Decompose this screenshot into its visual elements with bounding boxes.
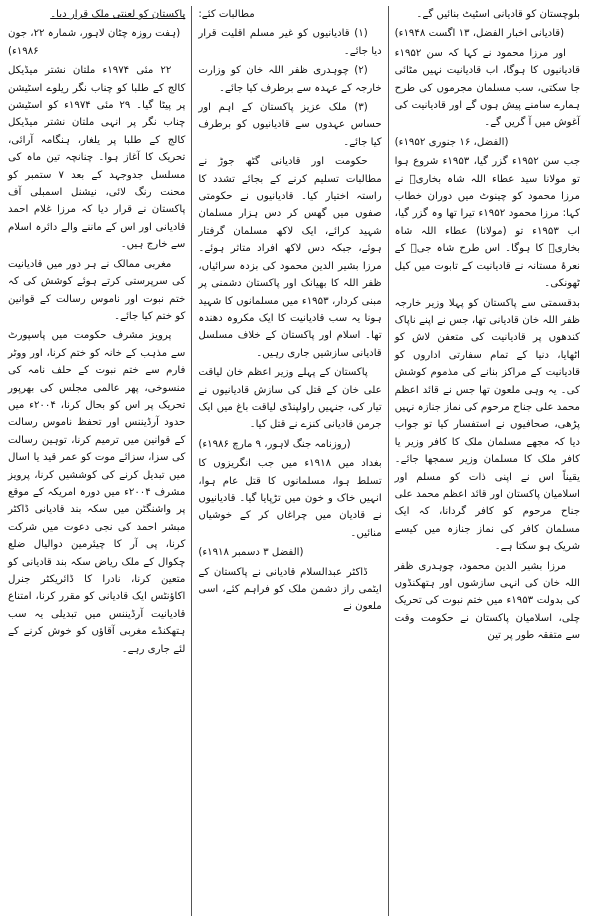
paragraph: پاکستان کو لعنتی ملک قرار دیا۔	[50, 9, 186, 20]
section-heading: مطالبات کئے:	[198, 9, 255, 20]
paragraph: بغداد میں ۱۹۱۸ء میں جب انگریزوں کا تسلط ہوا، مسلمانوں کا قتل عام ہوا، انہیں خاک و خون میں تڑپایا گیا۔ قادیانیوں نے قادیان میں چراغاں کر کے خوشیاں منائیں۔	[198, 458, 382, 539]
paragraph: جب سن ۱۹۵۲ء گزر گیا، ۱۹۵۳ء شروع ہوا تو مولانا سید عطاء اللہ شاہ بخاریؒ نے مرزا محمود کو چینوٹ میں دوران خطاب کہا: مرزا محمود ۱۹۵۲ء تیرا تھا وہ گزر گیا، اب ۱۹۵۳ء تو (مولانا) عطاء اللہ شاہ بخاریؒ کا ہوگا۔ اس طرح شاہ جیؒ کے نعرۂ مستانہ نے قادیانیت کے تابوت میں کیل ٹھونکی۔	[394, 156, 581, 290]
paragraph: اور مرزا محمود نے کہا کہ سن ۱۹۵۲ء قادیانیوں کا ہوگا، اب قادیانیت نہیں مٹائی جا سکتی، سب مسلمان مجرموں کی طرح ہمارے سامنے پیش ہوں گے اور قادیانیت کی آغوش میں آ گریں گے۔	[394, 47, 580, 129]
paragraph: پاکستان کے پہلے وزیر اعظم خان لیاقت علی خان کے قتل کی سازش قادیانیوں نے تیار کی، جنہیں راولپنڈی لیاقت باغ میں ایک جرمن قادیانی کنزے نے قتل کیا۔	[198, 367, 382, 431]
paragraph: ۲۲ مئی ۱۹۷۴ء ملتان نشتر میڈیکل کالج کے طلبا کو چناب نگر ریلوے اسٹیشن پر پیٹا گیا۔ ۲۹ مئی ۱۹۷۴ء کو اسٹیشن چناب نگر پر انہی ملتان نشتر میڈیکل کالج کے طلبا پر یلغار، ہنگامہ آرائی، تحریک کا آغاز ہوا۔ چنانچہ تین ماہ کی مسلسل جدوجہد کے بعد ۷ ستمبر کو محنت رنگ لائی، نیشنل اسمبلی آف پاکستان نے قرار دیا کہ مرزا غلام احمد قادیانی اور اس کے ماننے والے دائرہ اسلام سے خارج ہیں۔	[8, 65, 186, 251]
paragraph: مرزا بشیر الدین محمود، چوہدری ظفر اللہ خان کی انہی سازشوں اور ہتھکنڈوں کی بدولت ۱۹۵۳ء میں ختم نبوت کی تحریک چلی، اسلامیان پاکستان نے حکومت وقت سے متفقہ طور پر تین	[394, 560, 580, 642]
demand-item: (۲) چوہدری ظفر اللہ خان کو وزارت خارجہ کے عہدہ سے برطرف کیا جائے۔	[198, 65, 382, 94]
reference: (ہفت روزہ چٹان لاہور، شمارہ ۲۲، جون ۱۹۸۶ء)	[8, 28, 181, 57]
paragraph: مغربی ممالک نے ہر دور میں قادیانیت کی سرپرستی کرتے ہوئے کوشش کی کہ ختم نبوت اور ناموس رسالت کے قوانین کو ختم کیا جائے۔	[8, 258, 186, 322]
reference: (روزنامہ جنگ لاہور، ۹ مارچ ۱۹۸۶ء)	[198, 438, 351, 450]
demand-item: (۳) ملک عزیز پاکستان کے اہم اور حساس عہدوں سے قادیانیوں کو برطرف کیا جائے۔	[198, 102, 382, 148]
middle-column	[192, 6, 387, 916]
reference: (الفضل، ۱۶ جنوری ۱۹۵۲ء)	[394, 136, 509, 148]
right-column	[389, 6, 584, 916]
reference: (قادیانی اخبار الفضل، ۱۳ اگست ۱۹۴۸ء)	[394, 28, 565, 40]
demand-item: (۱) قادیانیوں کو غیر مسلم اقلیت قرار دیا جائے۔	[198, 28, 382, 57]
paragraph: بدقسمتی سے پاکستان کو پہلا وزیر خارجہ ظفر اللہ خان قادیانی تھا، جس نے اپنے ناپاک کندھوں پر قادیانیت کی متعفن لاش کو اٹھایا، دنیا کے تمام سفارتی اداروں کو قادیانیت کے مراکز بنانے کی مذموم کوشش کی۔ یہ وہی ملعون تھا جس نے قائد اعظم محمد علی جناح مرحوم کی نماز جنازہ نہیں پڑھی، صحافیوں نے استفسار کیا تو جواب دیا کہ مجھے مسلمان ملک کا کافر وزیر یا کافر ملک کا مسلمان وزیر سمجھا جائے۔ یقیناً اس نے اپنی ذات کو مسلم اور اسلامیان پاکستان اور قائد اعظم محمد علی جناح مرحوم کو کافر گردانا، کہ ایک مسلمان کافر کی نماز جنازہ میں کیسے شریک ہو سکتا ہے۔	[394, 297, 580, 553]
left-column	[6, 6, 191, 916]
paragraph: ڈاکٹر عبدالسلام قادیانی نے پاکستان کے ایٹمی راز دشمن ملک کو فراہم کئے، اسی ملعون نے	[198, 566, 382, 613]
paragraph: بلوچستان کو قادیانی اسٹیٹ بنائیں گے۔	[416, 9, 580, 20]
reference: (الفضل ۳ دسمبر ۱۹۱۸ء)	[198, 547, 304, 559]
paragraph: پرویز مشرف حکومت میں پاسپورٹ سے مذہب کے خانہ کو ختم کرنا، اور ووٹر فارم سے ختم نبوت کے حلف نامہ کی منسوخی، پھر عالمی مجلس کی بھرپور تحریک پر اس کو بحال کرنا، ۲۰۰۴ء میں حدود آرڈیننس اور تحفظ ناموس رسالت کے قوانین میں ترمیم کرنا، توہین رسالت کی سزا، سزائے موت کو عمر قید یا اسال میں تبدیل کرنے کی کوششیں کرنا، پرویز مشرف ۲۰۰۴ء میں دورہ امریکہ کے موقع پر واشنگٹن میں سکہ بند قادیانی ڈاکٹر مبشر احمد کی نجی دعوت میں شرکت کرنا، پی آر کا چیئرمین دوالیال ضلع چکوال کے ملک ریاض سکہ بند قادیانی کو متعین کرنا، نادرا کا ڈائریکٹر جنرل اکاؤنٹس ایک قادیانی کو مقرر کرنا، امتناع قادیانیت آرڈیننس میں تبدیلی یہ سب ہتھکنڈے مغربی آقاؤں کو خوش کرنے کے لئے جاری رہے۔	[8, 330, 186, 655]
paragraph: حکومت اور قادیانی گٹھ جوڑ نے مطالبات تسلیم کرنے کے بجائے تشدد کا راستہ اختیار کیا۔ قادیانیوں نے حکومتی صفوں میں گھس کر دس ہزار مسلمان شہید کرائے، ایک لاکھ مسلمان گرفتار ہوئے، جبکہ دس لاکھ افراد متاثر ہوئے۔ مرزا بشیر الدین محمود کی بزدہ سرائیاں، ظفر اللہ کا بھیانک اور پاکستان دشمنی پر مبنی کردار، ۱۹۵۳ء میں مسلمانوں کا شہید ہونا یہ سب قادیانیت کا ایک مکروہ دھندہ تھا۔ اسلام اور پاکستان کے خلاف مسلسل قادیانی سازشیں جاری رہیں۔	[198, 156, 382, 359]
